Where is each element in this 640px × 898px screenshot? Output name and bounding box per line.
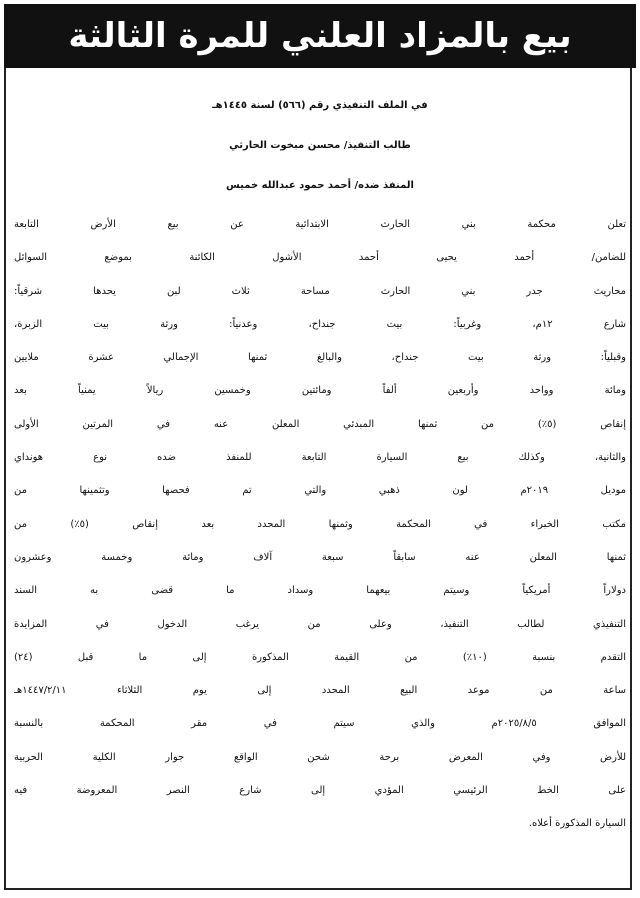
body-line: موديل ٢٠١٩م لون ذهبي والتي تم فحصها وتثمينها من: [14, 485, 626, 497]
body-line: محاريث جدر بني الحارث مساحة ثلاث لبن يحدها شرقياً:: [14, 285, 626, 297]
case-header: [20, 86, 620, 206]
body-line: للضامن/ أحمد يحيى أحمد الأشول الكائنة بموضع السوائل: [14, 252, 626, 264]
case-file-number: في الملف التنفيذي رقم (٥٦٦) لسنة ١٤٤٥هـ: [212, 100, 428, 111]
body-line: التنفيذي لطالب التنفيذ، وعلى من يرغب الدخول في المزايدة: [14, 618, 626, 630]
body-line: ثمنها المعلن عنه سابقاً سبعة آلاف ومائة وخمسة وعشرون: [14, 551, 626, 563]
body-line-last: السيارة المذكورة أعلاه.: [528, 818, 626, 830]
body-line: على الخط الرئيسي المؤدي إلى شارع النصر المعروضة فيه: [14, 785, 626, 797]
body-line: التقدم بنسبة (١٠٪) من القيمة المذكورة إلى ما قبل (٢٤): [14, 651, 626, 663]
body-line: ومائة وواحد وأربعين ألفاً ومائتين وخمسين ريالاً يمنياً بعد: [14, 385, 626, 397]
notice-title-banner: [4, 4, 636, 68]
body-line: للأرض وفي المعرض برحة شحن الواقع جوار الكلية الحربية: [14, 751, 626, 763]
body-line: شارع ١٢م، وغربياً: بيت جنداح، وعدنياً: ورثة بيت الزبرة،: [14, 318, 626, 330]
notice-body: [14, 208, 626, 841]
body-line: وقبلياً: ورثة بيت جنداح، والبالغ ثمنها الإجمالي عشرة ملايين: [14, 352, 626, 364]
body-line: الموافق ٢٠٢٥/٨/٥م والذي سيتم في مقر المحكمة بالنسبة: [14, 718, 626, 730]
body-line: دولاراً أمريكياً وسيتم بيعهما وسداد ما قضى به السند: [14, 585, 626, 597]
execution-against: المنفذ ضده/ أحمد حمود عبدالله خميس: [226, 180, 414, 191]
body-line: تعلن محكمة بني الحارث الابتدائية عن بيع الأرض التابعة: [14, 219, 626, 230]
body-line: مكتب الخبراء في المحكمة وثمنها المحدد بعد إنقاص (٥٪) من: [14, 518, 626, 530]
notice-title: بيع بالمزاد العلني للمرة الثالثة: [68, 16, 572, 56]
body-line: ساعة من موعد البيع المحدد إلى يوم الثلاثاء ١٤٤٧/٢/١١هـ: [14, 685, 626, 697]
body-line: والثانية، وكذلك بيع السيارة التابعة للمنفذ ضده نوع هونداي: [14, 452, 626, 464]
body-line: إنقاص (٥٪) من ثمنها المبدئي المعلن عنه في المرتين الأولى: [14, 418, 626, 430]
execution-requester: طالب التنفيذ/ محسن مبخوت الحارثي: [229, 140, 411, 151]
